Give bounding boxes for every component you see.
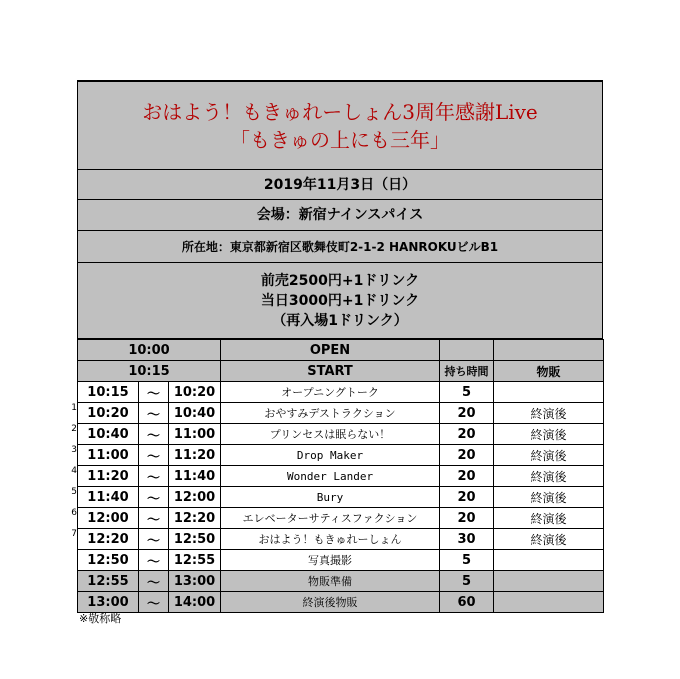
open-empty-duration [440,340,494,361]
slot-merch [494,550,604,571]
slot-duration: 20 [440,403,494,424]
slot-act-name: Bury [221,487,440,508]
slot-tilde: ～ [139,424,169,445]
slot-tilde: ～ [139,550,169,571]
slot-end-time: 12:00 [169,487,221,508]
slot-duration: 20 [440,487,494,508]
schedule-row [78,550,604,571]
schedule-row [78,571,604,592]
row-number: 5 [71,487,77,497]
start-label: START [221,361,440,382]
schedule-row [78,508,604,529]
slot-act-name: Wonder Lander [221,466,440,487]
slot-start-time: 12:00 [78,508,139,529]
slot-duration: 5 [440,382,494,403]
slot-end-time: 11:20 [169,445,221,466]
row-number: 6 [71,508,77,518]
open-time: 10:00 [78,340,221,361]
slot-act-name: Drop Maker [221,445,440,466]
slot-act-name: 終演後物販 [221,592,440,613]
price-advance: 前売2500円+1ドリンク [260,272,420,289]
slot-start-time: 10:40 [78,424,139,445]
slot-end-time: 13:00 [169,571,221,592]
slot-tilde: ～ [139,382,169,403]
start-time: 10:15 [78,361,221,382]
event-title-line1: おはよう！もきゅれーしょん3周年感謝Live [142,99,538,124]
slot-start-time: 12:20 [78,529,139,550]
slot-act-name: プリンセスは眠らない！ [221,424,440,445]
merch-header: 物販 [494,361,604,382]
open-label: OPEN [221,340,440,361]
slot-act-name: 物販準備 [221,571,440,592]
ticket-price [77,263,603,339]
row-number: 7 [71,529,77,539]
schedule-row [78,487,604,508]
event-title-line2: 「もきゅの上にも三年」 [230,127,450,152]
slot-tilde: ～ [139,529,169,550]
slot-act-name: エレベーターサティスファクション [221,508,440,529]
slot-end-time: 10:40 [169,403,221,424]
slot-end-time: 11:40 [169,466,221,487]
row-number: 4 [71,466,77,476]
slot-duration: 60 [440,592,494,613]
slot-end-time: 10:20 [169,382,221,403]
timetable-sheet [77,80,603,613]
slot-tilde: ～ [139,445,169,466]
slot-start-time: 11:00 [78,445,139,466]
slot-merch: 終演後 [494,529,604,550]
slot-merch [494,592,604,613]
slot-start-time: 12:50 [78,550,139,571]
slot-duration: 5 [440,571,494,592]
slot-act-name: おやすみデストラクション [221,403,440,424]
start-row [78,361,604,382]
schedule-row [78,529,604,550]
event-title [77,80,603,170]
slot-end-time: 12:20 [169,508,221,529]
slot-start-time: 11:40 [78,487,139,508]
event-address: 所在地：東京都新宿区歌舞伎町2-1-2 HANROKUビルB1 [77,231,603,263]
slot-merch [494,382,604,403]
slot-merch [494,571,604,592]
price-door: 当日3000円+1ドリンク [260,292,420,309]
slot-tilde: ～ [139,592,169,613]
slot-act-name: おはよう！もきゅれーしょん [221,529,440,550]
slot-merch: 終演後 [494,445,604,466]
slot-tilde: ～ [139,571,169,592]
slot-start-time: 12:55 [78,571,139,592]
slot-duration: 30 [440,529,494,550]
slot-start-time: 10:15 [78,382,139,403]
schedule-row [78,382,604,403]
slot-end-time: 14:00 [169,592,221,613]
slot-start-time: 13:00 [78,592,139,613]
row-number: 1 [71,403,77,413]
slot-duration: 20 [440,445,494,466]
slot-merch: 終演後 [494,424,604,445]
row-number: 2 [71,424,77,434]
slot-duration: 20 [440,466,494,487]
slot-merch: 終演後 [494,466,604,487]
slot-start-time: 10:20 [78,403,139,424]
slot-start-time: 11:20 [78,466,139,487]
row-number: 3 [71,445,77,455]
slot-tilde: ～ [139,466,169,487]
schedule-row [78,466,604,487]
duration-header: 持ち時間 [440,361,494,382]
slot-merch: 終演後 [494,508,604,529]
slot-duration: 20 [440,424,494,445]
slot-duration: 5 [440,550,494,571]
slot-tilde: ～ [139,487,169,508]
price-reentry: （再入場1ドリンク） [272,312,408,329]
schedule-row [78,592,604,613]
slot-tilde: ～ [139,508,169,529]
slot-merch: 終演後 [494,487,604,508]
schedule-row [78,424,604,445]
schedule-row [78,403,604,424]
event-venue: 会場：新宿ナインスパイス [77,200,603,231]
open-empty-merch [494,340,604,361]
slot-merch: 終演後 [494,403,604,424]
open-row [78,340,604,361]
slot-act-name: オープニングトーク [221,382,440,403]
schedule-row [78,445,604,466]
slot-end-time: 11:00 [169,424,221,445]
slot-duration: 20 [440,508,494,529]
slot-act-name: 写真撮影 [221,550,440,571]
slot-end-time: 12:50 [169,529,221,550]
schedule-table [77,339,604,613]
honorific-note: ※敬称略 [79,612,122,625]
event-date: 2019年11月3日（日） [77,170,603,200]
slot-tilde: ～ [139,403,169,424]
slot-end-time: 12:55 [169,550,221,571]
